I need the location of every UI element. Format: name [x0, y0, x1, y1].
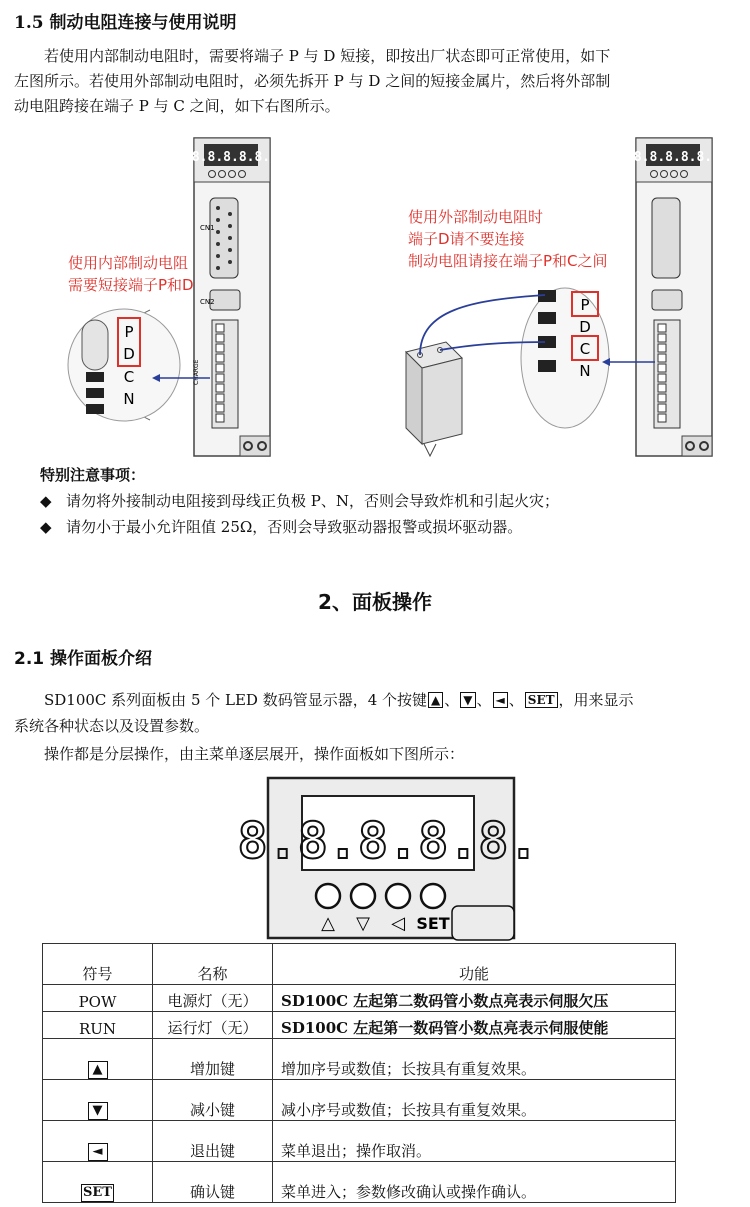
up-key-symbol: ▲ — [88, 1061, 108, 1079]
table-row — [43, 1121, 676, 1162]
operation-panel-figure — [237, 776, 539, 942]
key-function-table — [42, 943, 676, 1203]
up-key-symbol: ▲ — [428, 692, 443, 708]
separator: 、 — [476, 691, 492, 709]
section-1-5-paragraph — [14, 44, 734, 119]
left-terminal-zoom — [68, 309, 210, 421]
note-item — [40, 516, 522, 537]
drive-display-digits: 8.8.8.8.8. — [633, 150, 713, 165]
table-row — [43, 1162, 676, 1203]
symbol-cell: POW — [43, 985, 153, 1012]
function-cell: 菜单退出；操作取消。 — [273, 1121, 676, 1162]
notes-title: 特别注意事项： — [40, 466, 146, 484]
left-key-symbol: ◄ — [88, 1143, 108, 1161]
charge-label: CHARGE — [193, 359, 200, 385]
terminal-d: D — [123, 345, 135, 363]
function-cell: 增加序号或数值；长按具有重复效果。 — [273, 1039, 676, 1080]
section-2-1-paragraph-line2: 系统各种状态以及设置参数。 — [14, 717, 210, 735]
paragraph-text: ，用来显示 — [558, 691, 634, 709]
callout-line: 使用外部制动电阻时 — [408, 208, 544, 226]
panel-display-digits: 8.8.8.8.8. — [237, 812, 539, 870]
down-key-symbol: ▼ — [460, 692, 475, 708]
table-header-cell: 名称 — [153, 944, 273, 985]
drive-display-digits: 8.8.8.8.8. — [191, 150, 271, 165]
paragraph-line: 动电阻跨接在端子 P 与 C 之间，如下右图所示。 — [14, 97, 340, 115]
table-row — [43, 1039, 676, 1080]
name-cell: 运行灯（无） — [153, 1012, 273, 1039]
note-item — [40, 490, 559, 511]
section-2-1-title: 2.1 操作面板介绍 — [14, 649, 153, 669]
terminal-c: C — [579, 340, 591, 358]
left-callout — [68, 252, 194, 296]
symbol-cell — [43, 1162, 153, 1203]
callout-line: 使用内部制动电阻 — [68, 254, 189, 272]
table-row — [43, 1080, 676, 1121]
name-cell: 电源灯（无） — [153, 985, 273, 1012]
section-1-5-title: 1.5 制动电阻连接与使用说明 — [14, 13, 237, 33]
symbol-cell — [43, 1039, 153, 1080]
table-header-cell: 功能 — [273, 944, 676, 985]
right-callout — [408, 206, 608, 272]
table-row — [43, 985, 676, 1012]
paragraph-text: SD100C 系列面板由 5 个 LED 数码管显示器，4 个按键 — [44, 691, 428, 709]
name-cell: 确认键 — [153, 1162, 273, 1203]
set-key-symbol: SET — [83, 1185, 112, 1200]
terminal-n: N — [579, 362, 591, 380]
terminal-p: P — [124, 323, 134, 341]
function-cell: 菜单进入；参数修改确认或操作确认。 — [273, 1162, 676, 1203]
paragraph-line: 左图所示。若使用外部制动电阻时，必须先拆开 P 与 D 之间的短接金属片，然后将外部制 — [14, 72, 611, 90]
callout-line: 需要短接端子P和D — [68, 276, 194, 294]
terminal-d: D — [579, 318, 591, 336]
note-text: 请勿小于最小允许阻值 25Ω，否则会导致驱动器报警或损坏驱动器。 — [66, 518, 523, 536]
note-text: 请勿将外接制动电阻接到母线正负极 P、N，否则会导致炸机和引起火灾； — [66, 492, 559, 510]
cn1-label: CN1 — [200, 224, 215, 232]
up-button-label: △ — [321, 913, 335, 934]
right-drive-unit — [634, 138, 712, 456]
separator: 、 — [444, 691, 460, 709]
name-cell: 增加键 — [153, 1039, 273, 1080]
function-cell: SD100C 左起第一数码管小数点亮表示伺服使能 — [273, 1012, 676, 1039]
down-key-symbol: ▼ — [88, 1102, 108, 1120]
callout-line: 端子D请不要连接 — [408, 230, 525, 248]
bullet-icon: ◆ — [40, 492, 52, 510]
function-cell: SD100C 左起第二数码管小数点亮表示伺服欠压 — [273, 985, 676, 1012]
set-button-label: SET — [416, 914, 450, 933]
table-header-cell: 符号 — [43, 944, 153, 985]
down-button-label: ▽ — [356, 913, 370, 934]
right-terminal-zoom — [521, 288, 609, 428]
paragraph-line: 若使用内部制动电阻时，需要将端子 P 与 D 短接，即按出厂状态即可正常使用，如下 — [44, 47, 611, 65]
bullet-icon: ◆ — [40, 518, 52, 536]
symbol-cell — [43, 1080, 153, 1121]
terminal-c: C — [123, 368, 135, 386]
function-cell: 减小序号或数值；长按具有重复效果。 — [273, 1080, 676, 1121]
cn2-label: CN2 — [200, 298, 215, 306]
callout-line: 制动电阻请接在端子P和C之间 — [408, 252, 608, 270]
left-key-symbol: ◄ — [493, 692, 508, 708]
terminal-n: N — [123, 390, 135, 408]
separator: 、 — [508, 691, 524, 709]
name-cell: 退出键 — [153, 1121, 273, 1162]
terminal-p: P — [580, 296, 590, 314]
section-2-1-paragraph-2: 操作都是分层操作，由主菜单逐层展开，操作面板如下图所示： — [44, 745, 465, 763]
table-row — [43, 1012, 676, 1039]
set-key-symbol: SET — [525, 692, 558, 708]
left-drive-unit — [192, 138, 270, 456]
chapter-2-title: 2、面板操作 — [318, 590, 432, 614]
symbol-cell: RUN — [43, 1012, 153, 1039]
table-header-row — [43, 944, 676, 985]
back-button-label: ◁ — [391, 913, 405, 934]
name-cell: 减小键 — [153, 1080, 273, 1121]
section-2-1-paragraph-line1 — [44, 688, 634, 713]
symbol-cell — [43, 1121, 153, 1162]
